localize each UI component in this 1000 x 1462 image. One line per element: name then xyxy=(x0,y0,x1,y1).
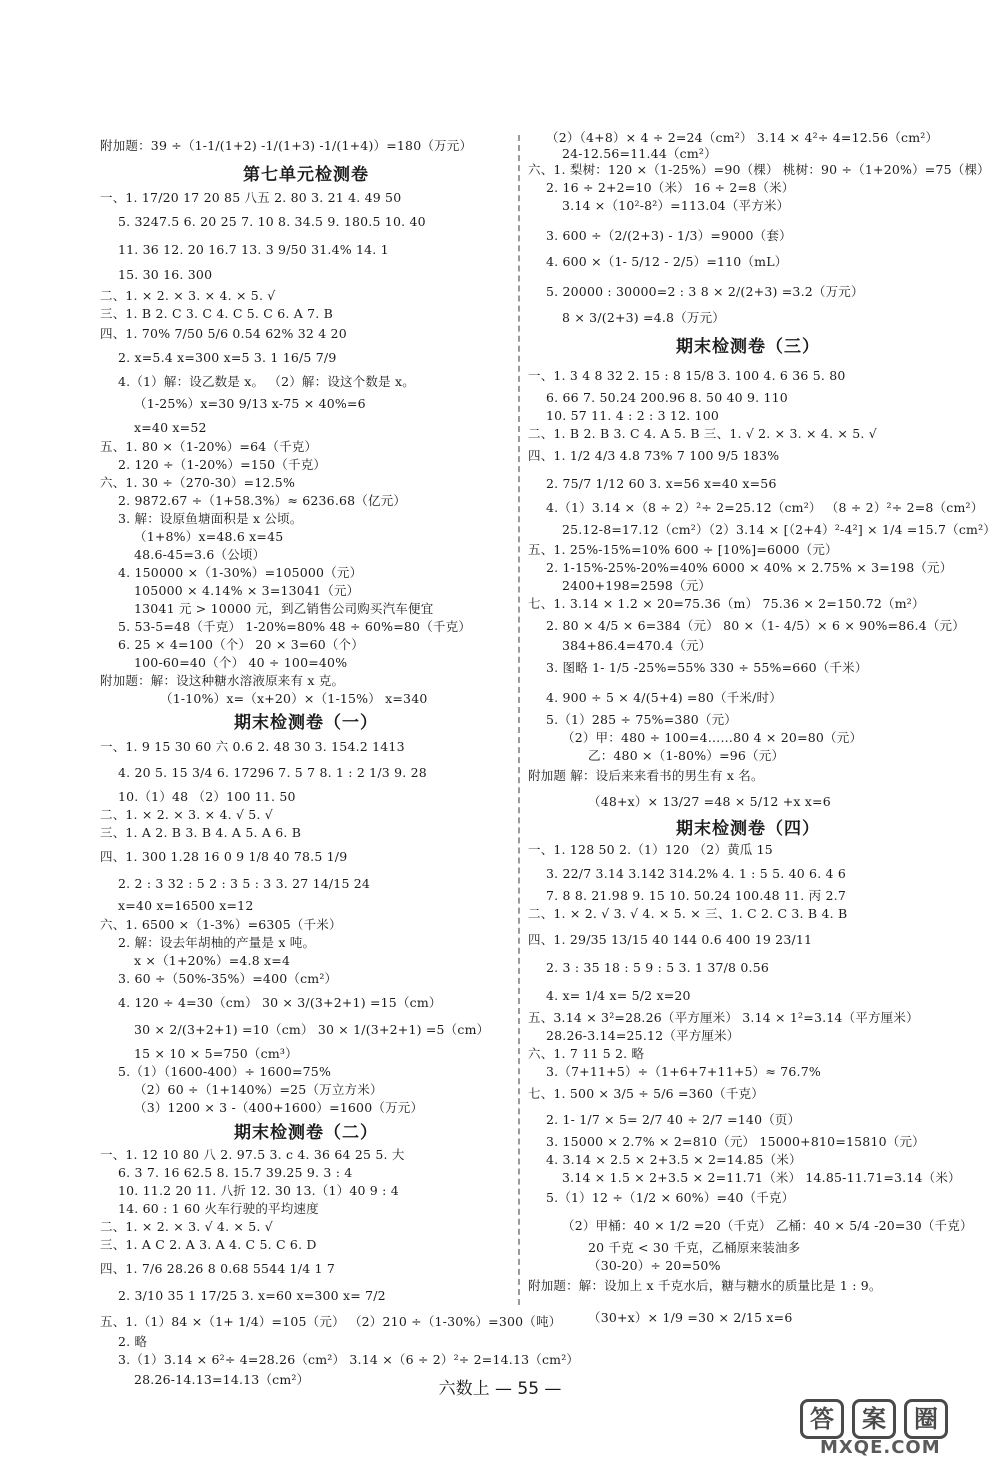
answer-line: 3. 图略 1- 1/5 -25%=55% 330 ÷ 55%=660（千米） xyxy=(546,660,868,675)
answer-line: 11. 36 12. 20 16.7 13. 3 9/50 31.4% 14. 1 xyxy=(118,242,389,257)
answer-line: 二、1. × 2. × 3. × 4. × 5. √ xyxy=(100,288,276,303)
answer-line: 2. x=5.4 x=300 x=5 3. 1 16/5 7/9 xyxy=(118,350,337,365)
answer-line: 五、3.14 × 3²=28.26（平方厘米） 3.14 × 1²=3.14（平方厘米） xyxy=(528,1010,919,1025)
answer-line: 4. 20 5. 15 3/4 6. 17296 7. 5 7 8. 1 : 2 1/3 9. 28 xyxy=(118,765,427,780)
answer-line: 10. 11.2 20 11. 八折 12. 30 13.（1）40 9 : 4 xyxy=(118,1183,399,1198)
answer-line: 105000 × 4.14% × 3=13041（元） xyxy=(134,583,360,598)
answer-line: 24-12.56=11.44（cm²） xyxy=(562,146,717,161)
answer-line: 5.（1）（1600-400）÷ 1600=75% xyxy=(118,1064,332,1079)
answer-line: 14. 60 : 1 60 火车行驶的平均速度 xyxy=(118,1201,319,1216)
answer-line: 3.（1）3.14 × 6²÷ 4=28.26（cm²） 3.14 ×（6 ÷ 2）²÷ 2=14.13（cm²） xyxy=(118,1352,580,1367)
answer-line: 28.26-3.14=25.12（平方厘米） xyxy=(546,1028,740,1043)
answer-line: 384+86.4=470.4（元） xyxy=(562,638,712,653)
answer-line: 2. 2 : 3 32 : 5 2 : 3 5 : 3 3. 27 14/15 24 xyxy=(118,876,371,891)
answer-line: （30-20）÷ 20=50% xyxy=(588,1258,721,1273)
answer-line: 3.14 × 1.5 × 2+3.5 × 2=11.71（米） 14.85-11.71=3.14（米） xyxy=(562,1170,961,1185)
answer-line: 5. 53-5=48（千克） 1-20%=80% 48 ÷ 60%=80（千克） xyxy=(118,619,472,634)
answer-line: （1-25%）x=30 9/13 x-75 × 40%=6 xyxy=(134,396,366,411)
answer-line: 28.26-14.13=14.13（cm²） xyxy=(134,1372,310,1387)
answer-line: 10.（1）48 （2）100 11. 50 xyxy=(118,789,296,804)
answer-line: 一、1. 9 15 30 60 六 0.6 2. 48 30 3. 154.2 1413 xyxy=(100,739,405,754)
answer-line: 六、1. 6500 ×（1-3%）=6305（千米） xyxy=(100,917,342,932)
watermark-char: 案 xyxy=(852,1399,896,1439)
answer-line: （2）甲：480 ÷ 100=4……80 4 × 20=80（元） xyxy=(562,730,863,745)
answer-line: 2. 1- 1/7 × 5= 2/7 40 ÷ 2/7 =140（页） xyxy=(546,1112,801,1127)
answer-line: 4. 150000 ×（1-30%）=105000（元） xyxy=(118,565,363,580)
answer-line: 七、1. 3.14 × 1.2 × 20=75.36（m） 75.36 × 2=150.72（m²） xyxy=(528,596,925,611)
answer-line: 2. 3 : 35 18 : 5 9 : 5 3. 1 37/8 0.56 xyxy=(546,960,770,975)
watermark-url: MXQE.COM xyxy=(820,1437,941,1458)
answer-line: 二、1. B 2. B 3. C 4. A 5. B 三、1. √ 2. × 3. × 4. × 5. √ xyxy=(528,426,877,441)
answer-line: 4. x= 1/4 x= 5/2 x=20 xyxy=(546,988,691,1003)
answer-line: （3）1200 × 3 -（400+1600）=1600（万元） xyxy=(134,1100,424,1115)
answer-line: 3. 600 ÷（2/(2+3) - 1/3）=9000（套） xyxy=(546,228,792,243)
answer-line: 3. 15000 × 2.7% × 2=810（元） 15000+810=15810（元） xyxy=(546,1134,925,1149)
answer-line: 三、1. A C 2. A 3. A 4. C 5. C 6. D xyxy=(100,1237,317,1252)
column-divider xyxy=(518,135,520,1305)
answer-line: 3.（7+11+5）÷（1+6+7+11+5）≈ 76.7% xyxy=(546,1064,821,1079)
answer-line: 5. 20000 : 30000=2 : 3 8 × 2/(2+3) =3.2（万元） xyxy=(546,284,864,299)
answer-line: 2. 80 × 4/5 × 6=384（元） 80 ×（1- 4/5）× 6 × 90%=86.4（元） xyxy=(546,618,965,633)
answer-line: 2. 75/7 1/12 60 3. x=56 x=40 x=56 xyxy=(546,476,777,491)
answer-line: 附加题：解：设加上 x 千克水后，糖与糖水的质量比是 1 : 9。 xyxy=(528,1278,882,1293)
answer-line: 3. 22/7 3.14 3.142 314.2% 4. 1 : 5 5. 40 6. 4 6 xyxy=(546,866,847,881)
answer-line: 2. 解：设去年胡柚的产量是 x 吨。 xyxy=(118,935,316,950)
answer-line: 二、1. × 2. √ 3. √ 4. × 5. × 三、1. C 2. C 3. B 4. B xyxy=(528,906,848,921)
answer-line: 一、1. 128 50 2.（1）120 （2）黄瓜 15 xyxy=(528,842,773,857)
answer-line: 五、1. 25%-15%=10% 600 ÷ [10%]=6000（元） xyxy=(528,542,838,557)
answer-line: 2. 1-15%-25%-20%=40% 6000 × 40% × 2.75% × 3=198（元） xyxy=(546,560,953,575)
answer-line: 48.6-45=3.6（公顷） xyxy=(134,547,266,562)
watermark-char: 答 xyxy=(800,1399,844,1439)
answer-line: （48+x）× 13/27 =48 × 5/12 +x x=6 xyxy=(588,794,831,809)
answer-line: 8 × 3/(2+3) =4.8（万元） xyxy=(562,310,725,325)
answer-line: 二、1. × 2. × 3. √ 4. × 5. √ xyxy=(100,1219,273,1234)
section-heading: 期末检测卷（二） xyxy=(234,1123,378,1143)
answer-line: x ×（1+20%）=4.8 x=4 xyxy=(134,953,291,968)
answer-line: 七、1. 500 × 3/5 ÷ 5/6 =360（千克） xyxy=(528,1086,764,1101)
watermark-char: 圈 xyxy=(904,1399,948,1439)
answer-line: 2. 16 ÷ 2+2=10（米） 16 ÷ 2=8（米） xyxy=(546,180,795,195)
answer-line: 2. 3/10 35 1 17/25 3. x=60 x=300 x= 7/2 xyxy=(118,1288,386,1303)
answer-line: （2）（4+8）× 4 ÷ 2=24（cm²） 3.14 × 4²÷ 4=12.56（cm²） xyxy=(546,130,939,145)
answer-line: 一、1. 17/20 17 20 85 八五 2. 80 3. 21 4. 49 50 xyxy=(100,190,402,205)
answer-line: 13041 元 > 10000 元，到乙销售公司购买汽车便宜 xyxy=(134,601,434,616)
answer-line: 6. 25 × 4=100（个） 20 × 3=60（个） xyxy=(118,637,364,652)
answer-line: 6. 3 7. 16 62.5 8. 15.7 39.25 9. 3 : 4 xyxy=(118,1165,353,1180)
section-heading: 期末检测卷（一） xyxy=(234,713,378,733)
answer-line: 六、1. 7 11 5 2. 略 xyxy=(528,1046,645,1061)
answer-line: 2400+198=2598（元） xyxy=(562,578,712,593)
answer-line: 3.14 ×（10²-8²）=113.04（平方米） xyxy=(562,198,790,213)
answer-line: 4. 600 ×（1- 5/12 - 2/5）=110（mL） xyxy=(546,254,788,269)
answer-line: 四、1. 1/2 4/3 4.8 73% 7 100 9/5 183% xyxy=(528,448,780,463)
page-footer: 六数上 — 55 — xyxy=(438,1379,562,1399)
answer-line: 附加题：解：设这种糖水溶液原来有 x 克。 xyxy=(100,673,345,688)
answer-line: 15. 30 16. 300 xyxy=(118,267,213,282)
answer-line: 2. 9872.67 ÷（1+58.3%）≈ 6236.68（亿元） xyxy=(118,493,407,508)
answer-line: 4.（1）3.14 ×（8 ÷ 2）²÷ 2=25.12（cm²） （8 ÷ 2）²÷ 2=8（cm²） xyxy=(546,500,984,515)
answer-line: 5. 3247.5 6. 20 25 7. 10 8. 34.5 9. 180.5 10. 40 xyxy=(118,214,426,229)
answer-line: 20 千克 < 30 千克，乙桶原来装油多 xyxy=(588,1240,801,1255)
answer-line: （1-10%）x=（x+20）×（1-15%） x=340 xyxy=(160,691,428,706)
answer-line: 一、1. 3 4 8 32 2. 15 : 8 15/8 3. 100 4. 6 36 5. 80 xyxy=(528,368,846,383)
answer-line: （2）甲桶：40 × 1/2 =20（千克） 乙桶：40 × 5/4 -20=30（千克） xyxy=(562,1218,973,1233)
answer-line: 一、1. 12 10 80 八 2. 97.5 3. c 4. 36 64 25 5. 大 xyxy=(100,1147,405,1162)
answer-line: 5.（1）12 ÷（1/2 × 60%）=40（千克） xyxy=(546,1190,795,1205)
answer-line: 4. 3.14 × 2.5 × 2+3.5 × 2=14.85（米） xyxy=(546,1152,802,1167)
answer-line: （1+8%）x=48.6 x=45 xyxy=(134,529,284,544)
section-heading: 期末检测卷（四） xyxy=(676,819,820,839)
answer-line: 三、1. A 2. B 3. B 4. A 5. A 6. B xyxy=(100,825,302,840)
answer-line: 五、1. 80 ×（1-20%）=64（千克） xyxy=(100,439,318,454)
answer-line: 三、1. B 2. C 3. C 4. C 5. C 6. A 7. B xyxy=(100,306,333,321)
answer-line: 四、1. 300 1.28 16 0 9 1/8 40 78.5 1/9 xyxy=(100,849,348,864)
answer-line: 六、1. 梨树：120 ×（1-25%）=90（棵） 桃树：90 ÷（1+20%）=75（棵） xyxy=(528,162,990,177)
answer-line: 2. 略 xyxy=(118,1334,148,1349)
answer-line: 六、1. 30 ÷（270-30）=12.5% xyxy=(100,475,296,490)
answer-line: 6. 66 7. 50.24 200.96 8. 50 40 9. 110 xyxy=(546,390,788,405)
answer-line: 10. 57 11. 4 : 2 : 3 12. 100 xyxy=(546,408,720,423)
answer-line: 四、1. 7/6 28.26 8 0.68 5544 1/4 1 7 xyxy=(100,1261,336,1276)
answer-line: （2）60 ÷（1+140%）=25（万立方米） xyxy=(134,1082,383,1097)
answer-line: 乙：480 ×（1-80%）=96（元） xyxy=(588,748,785,763)
answer-line: （30+x）× 1/9 =30 × 2/15 x=6 xyxy=(588,1310,793,1325)
answer-line: 4. 120 ÷ 4=30（cm） 30 × 3/(3+2+1) =15（cm） xyxy=(118,995,442,1010)
watermark-logo xyxy=(790,1395,990,1457)
answer-line: 5.（1）285 ÷ 75%=380（元） xyxy=(546,712,737,727)
answer-line: 2. 120 ÷（1-20%）=150（千克） xyxy=(118,457,327,472)
answer-line: x=40 x=52 xyxy=(134,420,207,435)
answer-line: 7. 8 8. 21.98 9. 15 10. 50.24 100.48 11. 丙 2.7 xyxy=(546,888,846,903)
answer-line: 四、1. 70% 7/50 5/6 0.54 62% 32 4 20 xyxy=(100,326,347,341)
section-heading: 期末检测卷（三） xyxy=(676,337,820,357)
answer-line: 附加题 解：设后来来看书的男生有 x 名。 xyxy=(528,768,764,783)
answer-line: 15 × 10 × 5=750（cm³） xyxy=(134,1046,298,1061)
answer-line: 4. 900 ÷ 5 × 4/(5+4) =80（千米/时） xyxy=(546,690,782,705)
section-heading: 第七单元检测卷 xyxy=(243,165,369,185)
answer-line: 二、1. × 2. × 3. × 4. √ 5. √ xyxy=(100,807,273,822)
answer-line: 附加题：39 ÷（1-1/(1+2) -1/(1+3) -1/(1+4)）=180（万元） xyxy=(100,138,473,153)
answer-line: 25.12-8=17.12（cm²）（2）3.14 × [（2+4）²-4²] × 1/4 =15.7（cm²） xyxy=(562,522,997,537)
answer-line: 100-60=40（个） 40 ÷ 100=40% xyxy=(134,655,348,670)
answer-line: 3. 60 ÷（50%-35%）=400（cm²） xyxy=(118,971,338,986)
answer-line: 4.（1）解：设乙数是 x。 （2）解：设这个数是 x。 xyxy=(118,374,415,389)
answer-line: 四、1. 29/35 13/15 40 144 0.6 400 19 23/11 xyxy=(528,932,813,947)
answer-line: x=40 x=16500 x=12 xyxy=(118,898,254,913)
answer-line: 30 × 2/(3+2+1) =10（cm） 30 × 1/(3+2+1) =5（cm） xyxy=(134,1022,490,1037)
answer-line: 五、1.（1）84 ×（1+ 1/4）=105（元） （2）210 ÷（1-30%）=300（吨） xyxy=(100,1314,562,1329)
answer-line: 3. 解：设原鱼塘面积是 x 公顷。 xyxy=(118,511,303,526)
